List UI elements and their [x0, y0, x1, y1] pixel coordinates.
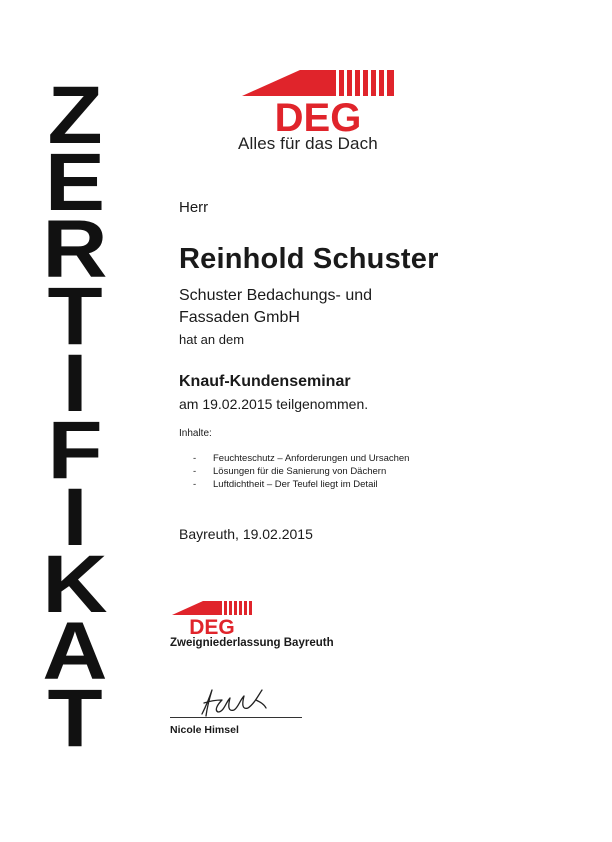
- deg-logo-small: [170, 600, 254, 636]
- list-item-text: Lösungen für die Sanierung von Dächern: [213, 466, 387, 477]
- recipient-name: Reinhold Schuster: [179, 243, 439, 275]
- intro-text: hat an dem: [179, 332, 245, 347]
- company-name-line2: Fassaden GmbH: [179, 309, 300, 326]
- vertical-title-letter: A: [42, 606, 108, 697]
- seminar-title: Knauf-Kundenseminar: [179, 373, 351, 390]
- vertical-title-letter: I: [62, 472, 88, 563]
- deg-logo-text: DEG: [274, 96, 362, 134]
- vertical-title-letter: K: [42, 539, 108, 630]
- handwritten-signature-icon: [196, 686, 268, 720]
- list-item: [193, 452, 409, 465]
- vertical-title-letter: E: [44, 137, 106, 228]
- list-item-text: Feuchteschutz – Anforderungen und Ursachen: [213, 453, 410, 464]
- signer-name: Nicole Himsel: [170, 724, 239, 736]
- signature-line: [170, 717, 302, 718]
- seminar-date: am 19.02.2015 teilgenommen.: [179, 396, 369, 412]
- contents-list: [193, 452, 409, 491]
- company-name-line1: Schuster Bedachungs- und: [179, 287, 373, 304]
- list-item-text: Luftdichtheit – Der Teufel liegt im Detail: [213, 479, 378, 490]
- vertical-title-letter: I: [62, 338, 88, 429]
- vertical-title-letter: Z: [47, 70, 103, 161]
- list-item: [193, 465, 409, 478]
- bullet-dash: -: [193, 466, 197, 477]
- salutation: Herr: [179, 199, 209, 216]
- logo-tagline: Alles für das Dach: [238, 134, 378, 153]
- branch-name: Zweigniederlassung Bayreuth: [170, 637, 334, 649]
- deg-roof-logo-icon: [238, 68, 398, 134]
- list-item: [193, 478, 409, 491]
- vertical-title-letter: R: [42, 204, 108, 295]
- vertical-title-letter: T: [47, 271, 103, 362]
- deg-logo: [238, 68, 398, 134]
- place-and-date: Bayreuth, 19.02.2015: [179, 526, 313, 542]
- vertical-title-letter: F: [47, 405, 103, 496]
- vertical-title-letter: T: [47, 673, 103, 764]
- bullet-dash: -: [193, 479, 197, 490]
- bullet-dash: -: [193, 453, 197, 464]
- contents-label: Inhalte:: [179, 428, 212, 439]
- deg-logo-small-text: DEG: [189, 616, 235, 636]
- deg-roof-logo-small-icon: [170, 600, 254, 636]
